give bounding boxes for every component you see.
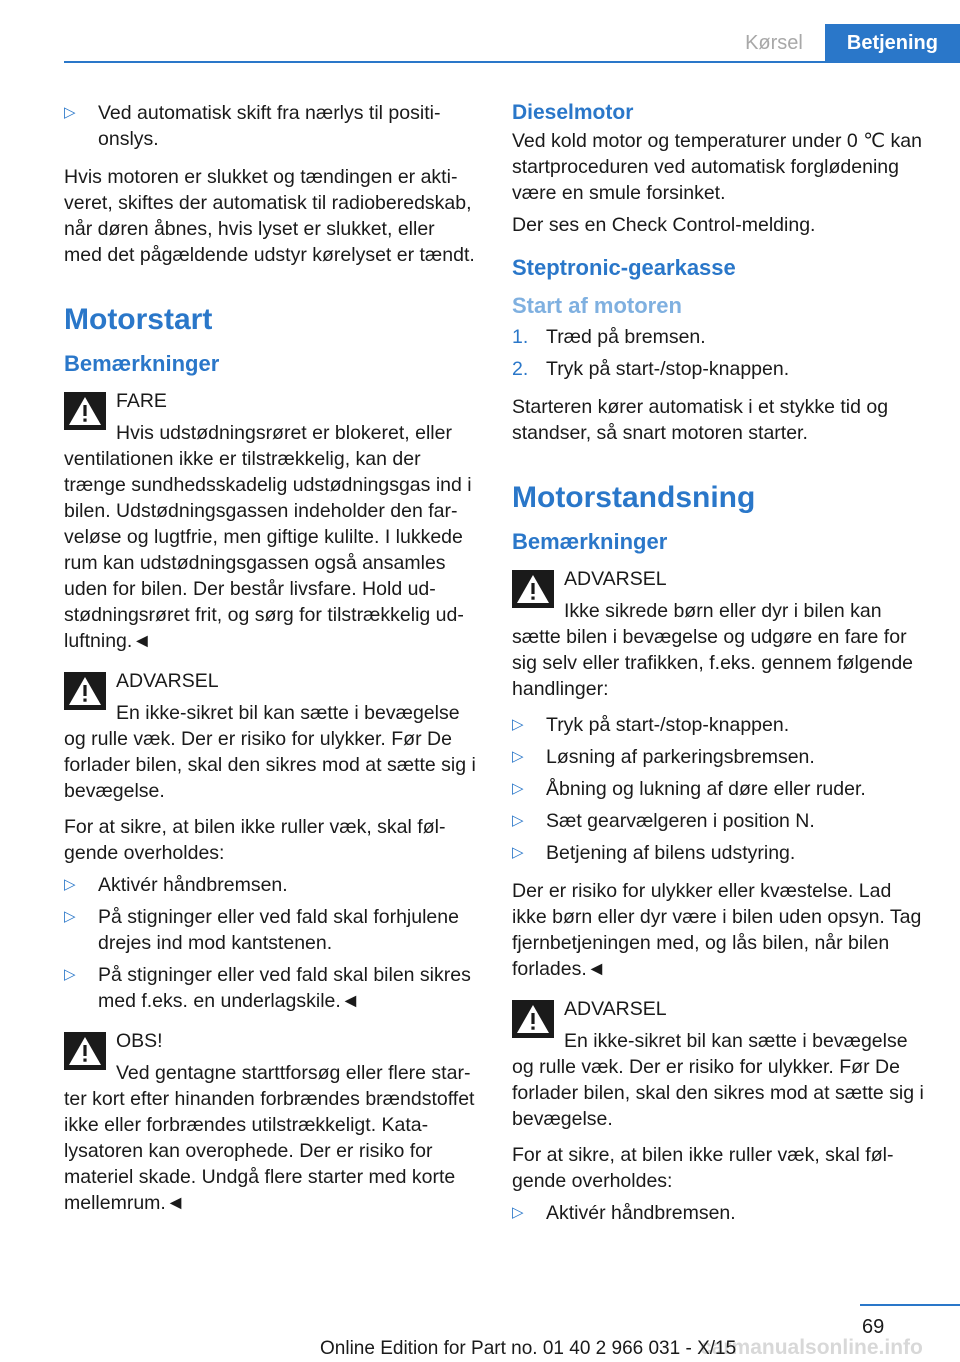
triangle-bullet-icon: ▷ [64,876,76,893]
list-item: ▷ Aktivér håndbremsen. [512,1202,736,1224]
edition-footer: Online Edition for Part no. 01 40 2 966 031 - X/15 [320,1338,737,1359]
list-item: 1. Træd på bremsen. [512,326,706,348]
chapter-tabs [723,24,960,62]
list-item: ▷ Aktivér håndbremsen. [64,874,288,896]
triangle-bullet-icon: ▷ [512,844,524,861]
list-item: ▷ Betjening af bilens udstyring. [512,842,796,864]
bullet-list-handbrake [512,1200,924,1232]
paragraph: Starteren kører automatisk i et stykke tid og standser, så snart motoren starter. [512,396,889,444]
tab-betjening[interactable]: Betjening [825,24,960,62]
warning-text: En ikke-sikret bil kan sætte i bevægelse og rulle væk. Der er risiko for ulykker. Før De forlader bilen, skal den sikres mod at sætte sig i bevægelse. [64,702,476,802]
bullet-list-actions [512,712,924,872]
subsubsection-title: Start af motoren [512,293,682,318]
triangle-bullet-icon: ▷ [512,780,524,797]
warning-text: Ikke sikrede børn eller dyr i bilen kan sætte bilen i bevægelse og udgøre en fare for sig selv eller trafikken, f.eks. gennem følgende handlinger: [512,600,914,700]
warning-text: Ved gentagne starttforsøg eller flere starter kort efter hinanden forbrændes brændstoffet ikke eller forbrændes utilstrækkeligt. Katalysatoren kan overophede. Der er risiko for materiel skade. Undgå flere starter med korte mellemrum.◄ [64,1062,475,1214]
warning-triangle-icon [512,570,554,608]
bullet-list-top [64,100,476,158]
paragraph: Ved kold motor og temperaturer under 0 ℃ kan startproceduren ved automatisk forglødening være en smule forsinket. [512,130,922,204]
warning-box-advarsel [64,668,476,804]
subsection-title-steptronic: Steptronic-gearkasse [512,255,736,280]
paragraph: Der er risiko for ulykker eller kvæstelse. Lad ikke børn eller dyr være i bilen uden opsyn. Tag fjernbetjeningen med, og lås bilen, når bilen forlades.◄ [512,880,922,980]
section-title-motorstandsning: Motorstandsning [512,481,756,514]
triangle-bullet-icon: ▷ [512,1204,524,1221]
warning-box-obs [64,1028,476,1216]
paragraph: For at sikre, at bilen ikke ruller væk, skal følgende overholdes: [512,1144,894,1192]
warning-text: En ikke-sikret bil kan sætte i bevægelse og rulle væk. Der er risiko for ulykker. Før De forlader bilen, skal den sikres mod at sætte sig i bevægelse. [512,1030,924,1130]
subsection-title: Bemærkninger [512,529,668,554]
warning-heading: OBS! [116,1030,163,1052]
warning-box-fare [64,388,476,654]
warning-triangle-icon [64,672,106,710]
header-rule [64,61,960,63]
list-item: ▷ Løsning af parkeringsbremsen. [512,746,815,768]
warning-box-advarsel-children [512,566,924,702]
triangle-bullet-icon: ▷ [64,104,76,121]
footer-rule [860,1304,960,1306]
subsection-title: Bemærkninger [64,351,220,376]
list-item: ▷ Tryk på start-/stop-knappen. [512,714,790,736]
warning-heading: ADVARSEL [564,568,667,590]
triangle-bullet-icon: ▷ [512,748,524,765]
subheading-dieselmotor: Dieselmotor [512,101,634,124]
list-item: 2. Tryk på start-/stop-knappen. [512,358,790,380]
paragraph: Hvis motoren er slukket og tændingen er aktiveret, skiftes der automatisk til radioberedskab, når døren åbnes, hvis lyset er slukket, eller med det pågældende udstyr kørelyset er tændt. [64,166,475,266]
warning-heading: ADVARSEL [564,998,667,1020]
page-number: 69 [862,1316,885,1338]
list-item: ▷ Åbning og lukning af døre eller ruder. [512,778,866,800]
left-column [64,100,476,1226]
step-number: 1. [512,326,529,348]
list-item: ▷ Sæt gearvælgeren i position N. [512,810,815,832]
numbered-steps [512,324,924,388]
list-item: ▷ På stigninger eller ved fald skal forhjulene drejes ind mod kantstenen. [64,906,459,954]
triangle-bullet-icon: ▷ [512,716,524,733]
step-number: 2. [512,358,529,380]
warning-triangle-icon [512,1000,554,1038]
watermark: carmanualsonline.info [700,1336,923,1359]
paragraph: Der ses en Check Control-melding. [512,214,816,236]
section-title-motorstart: Motorstart [64,303,213,336]
triangle-bullet-icon: ▷ [512,812,524,829]
right-column [512,100,924,1238]
warning-triangle-icon [64,1032,106,1070]
warning-triangle-icon [64,392,106,430]
triangle-bullet-icon: ▷ [64,966,76,983]
warning-box-advarsel-rolling [512,996,924,1132]
bullet-list-safety [64,872,476,1020]
list-item: ▷ Ved automatisk skift fra nærlys til positionslys. [64,102,441,150]
warning-heading: ADVARSEL [116,670,219,692]
tab-korsel[interactable]: Kørsel [745,32,803,54]
list-item: ▷ På stigninger eller ved fald skal bilen sikres med f.eks. en underlagskile.◄ [64,964,471,1012]
triangle-bullet-icon: ▷ [64,908,76,925]
paragraph: For at sikre, at bilen ikke ruller væk, skal følgende overholdes: [64,816,446,864]
warning-heading: FARE [116,390,167,412]
warning-text: Hvis udstødningsrøret er blokeret, eller ventilationen ikke er tilstrækkelig, kan der trænge sundhedsskadelig udstødningsgas ind i bilen. Udstødningsgassen indeholder den farveløse og lugtfrie, men giftige kulilte. I lukkede rum kan udstødningsgassen også ansamles uden for bilen. Der består livsfare. Hold udstødningsrøret frit, og sørg for tilstrækkelig udluftning.◄ [64,422,472,652]
